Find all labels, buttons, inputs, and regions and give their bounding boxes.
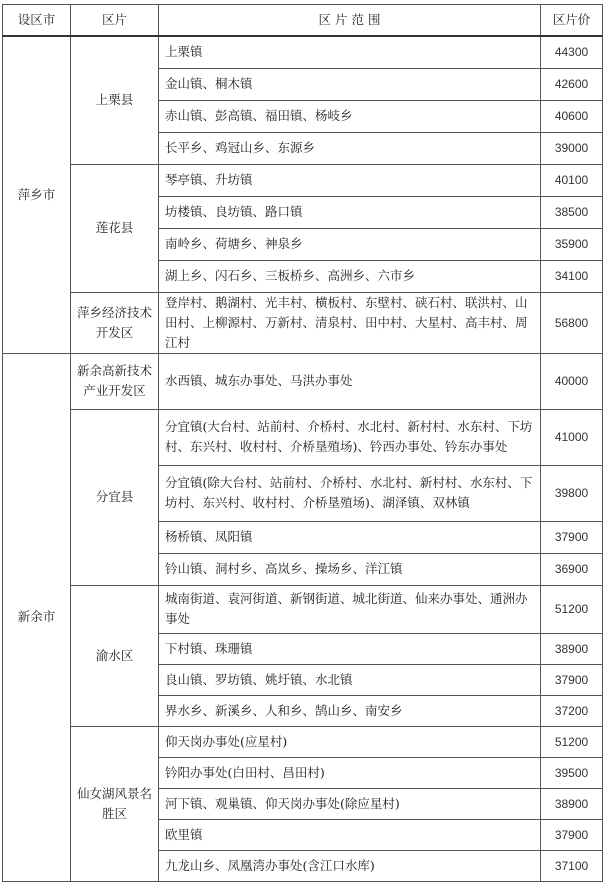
- area-cell: 分宜镇(大台村、站前村、介桥村、水北村、新村村、水东村、下坊村、东兴村、收村村、介桥垦殖场)、钤西办事处、钤东办事处: [159, 409, 541, 465]
- price-cell: 40600: [541, 100, 603, 132]
- price-cell: 34100: [541, 260, 603, 292]
- header-district: 区片: [71, 5, 159, 37]
- area-cell: 城南街道、袁河街道、新钢街道、城北街道、仙来办事处、通洲办事处: [159, 585, 541, 633]
- area-cell: 下村镇、珠珊镇: [159, 633, 541, 664]
- table-row: [3, 292, 603, 353]
- district-name: 莲花县: [71, 164, 159, 292]
- price-cell: 41000: [541, 409, 603, 465]
- price-cell: 37900: [541, 664, 603, 695]
- area-cell: 南岭乡、荷塘乡、神泉乡: [159, 228, 541, 260]
- table-header-row: [3, 5, 603, 37]
- area-cell: 湖上乡、闪石乡、三板桥乡、高洲乡、六市乡: [159, 260, 541, 292]
- price-cell: 37200: [541, 695, 603, 726]
- area-cell: 赤山镇、彭高镇、福田镇、杨岐乡: [159, 100, 541, 132]
- land-price-table: [2, 4, 603, 882]
- price-cell: 39800: [541, 465, 603, 521]
- table-row: [3, 726, 603, 757]
- area-cell: 钤阳办事处(白田村、昌田村): [159, 757, 541, 788]
- price-cell: 39000: [541, 132, 603, 164]
- district-name: 萍乡经济技术开发区: [71, 292, 159, 353]
- area-cell: 界水乡、新溪乡、人和乡、鹄山乡、南安乡: [159, 695, 541, 726]
- price-cell: 36900: [541, 553, 603, 585]
- area-cell: 坊楼镇、良坊镇、路口镇: [159, 196, 541, 228]
- area-cell: 九龙山乡、凤凰湾办事处(含江口水库): [159, 850, 541, 881]
- area-cell: 良山镇、罗坊镇、姚圩镇、水北镇: [159, 664, 541, 695]
- price-cell: 38900: [541, 633, 603, 664]
- city-name: 新余市: [3, 353, 71, 881]
- area-cell: 欧里镇: [159, 819, 541, 850]
- price-cell: 38900: [541, 788, 603, 819]
- district-name: 仙女湖风景名胜区: [71, 726, 159, 881]
- price-cell: 40000: [541, 353, 603, 409]
- price-cell: 40100: [541, 164, 603, 196]
- area-cell: 登岸村、鹅湖村、光丰村、横板村、东壁村、硖石村、联洪村、山田村、上柳源村、万新村、清泉村、田中村、大星村、高丰村、周江村: [159, 292, 541, 353]
- district-name: 渝水区: [71, 585, 159, 726]
- table-row: [3, 353, 603, 409]
- area-cell: 分宜镇(除大台村、站前村、介桥村、水北村、新村村、水东村、下坊村、东兴村、收村村、介桥垦殖场)、湖泽镇、双林镇: [159, 465, 541, 521]
- price-cell: 51200: [541, 726, 603, 757]
- price-cell: 56800: [541, 292, 603, 353]
- table-row: [3, 36, 603, 68]
- district-name: 分宜县: [71, 409, 159, 585]
- city-name: 萍乡市: [3, 36, 71, 353]
- header-price: 区片价: [541, 5, 603, 37]
- price-cell: 39500: [541, 757, 603, 788]
- table-row: [3, 409, 603, 465]
- header-city: 设区市: [3, 5, 71, 37]
- price-cell: 37900: [541, 521, 603, 553]
- area-cell: 上栗镇: [159, 36, 541, 68]
- price-cell: 42600: [541, 68, 603, 100]
- table-row: [3, 585, 603, 633]
- price-cell: 51200: [541, 585, 603, 633]
- area-cell: 钤山镇、洞村乡、高岚乡、操场乡、洋江镇: [159, 553, 541, 585]
- district-name: 上栗县: [71, 36, 159, 164]
- area-cell: 仰天岗办事处(应星村): [159, 726, 541, 757]
- area-cell: 琴亭镇、升坊镇: [159, 164, 541, 196]
- area-cell: 水西镇、城东办事处、马洪办事处: [159, 353, 541, 409]
- header-area: 区 片 范 围: [159, 5, 541, 37]
- price-cell: 35900: [541, 228, 603, 260]
- area-cell: 河下镇、观巢镇、仰天岗办事处(除应星村): [159, 788, 541, 819]
- area-cell: 金山镇、桐木镇: [159, 68, 541, 100]
- table-row: [3, 164, 603, 196]
- area-cell: 长平乡、鸡冠山乡、东源乡: [159, 132, 541, 164]
- price-cell: 38500: [541, 196, 603, 228]
- area-cell: 杨桥镇、凤阳镇: [159, 521, 541, 553]
- district-name: 新余高新技术产业开发区: [71, 353, 159, 409]
- price-cell: 37900: [541, 819, 603, 850]
- price-cell: 44300: [541, 36, 603, 68]
- price-cell: 37100: [541, 850, 603, 881]
